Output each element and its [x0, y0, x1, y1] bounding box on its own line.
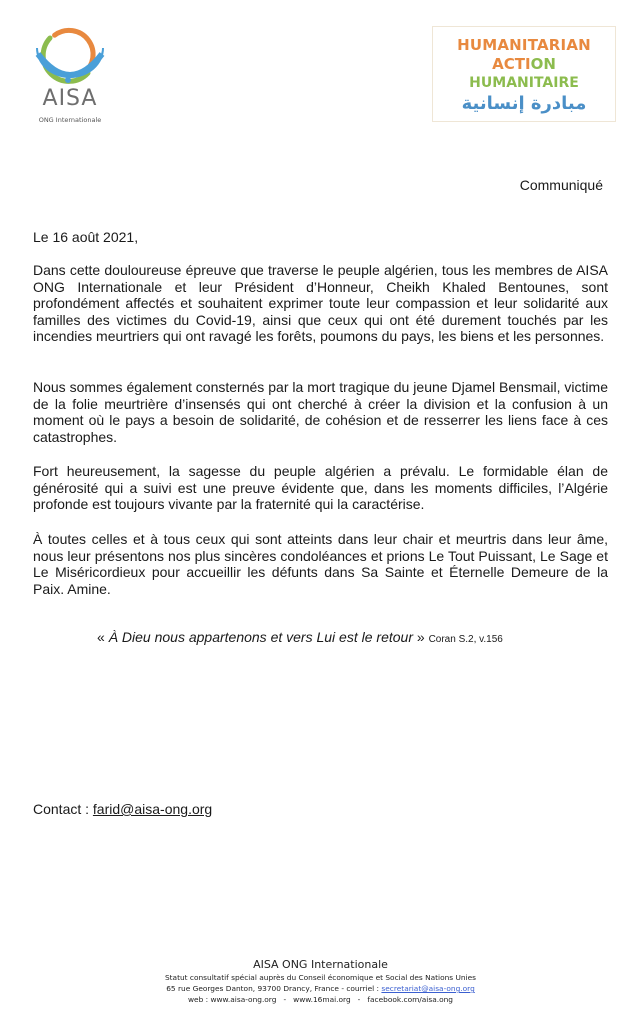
- aisa-rings-icon: [30, 18, 110, 86]
- aisa-logo: [30, 18, 110, 130]
- footer-status: Statut consultatif spécial auprès du Conseil économique et Social des Nations Unies: [164, 973, 477, 982]
- document-date: Le 16 août 2021,: [33, 229, 139, 245]
- contact-label: Contact :: [33, 801, 93, 817]
- contact-line: [33, 801, 212, 817]
- quote-text: À Dieu nous appartenons et vers Lui est le retour: [108, 629, 413, 645]
- paragraph-condolences: Dans cette douloureuse épreuve que traverse le peuple algérien, tous les membres de AISA ONG Internationale et leur Président d’Honneur, Cheikh Khaled Bentounes, sont profondément affectés et souhaitent exprimer toute leur compassion et leur solidarité aux familles des victimes du Covid-19, ainsi que ceux qui ont été durement touchés par les incendies meurtriers qui ont ravagé les forêts, poumons du pays, les biens et les personnes.: [33, 262, 608, 345]
- paragraph-generosity: Fort heureusement, la sagesse du peuple algérien a prévalu. Le formidable élan de générosité qui a suivi est une preuve évidente que, dans les moments difficiles, l’Algérie profonde est toujours vivante par la fraternité qui la caractérise.: [33, 463, 608, 513]
- quote-open-mark: «: [97, 629, 109, 645]
- footer-org-name: AISA ONG Internationale: [253, 958, 388, 971]
- document-type-label: Communiqué: [519, 177, 603, 193]
- logo-subtitle: ONG Internationale: [38, 116, 102, 124]
- quran-quote: [97, 629, 503, 645]
- badge-line-humanitarian: HUMANITARIAN: [457, 36, 591, 54]
- contact-email-link[interactable]: farid@aisa-ong.org: [92, 801, 213, 817]
- paragraph-djamel-bensmail: Nous sommes également consternés par la mort tragique du jeune Djamel Bensmail, victime de la folie meurtrière d’insensés qui ont cherché à créer la division et la confusion à un moment où le pays a besoin de solidarité, de cohésion et de resserrer les liens face à ces catastrophes.: [33, 379, 608, 445]
- paragraph-prayer: À toutes celles et à tous ceux qui sont atteints dans leur chair et meurtris dans leur âme, nous leur présentons nos plus sincères condoléances et prions Le Tout Puissant, Le Sage et Le Miséricordieux pour accueillir les défunts dans Sa Sainte et Éternelle Demeure de la Paix. Amine.: [33, 531, 608, 597]
- badge-action-orange: ACTI: [492, 55, 531, 73]
- footer-address: [0, 983, 641, 994]
- badge-action-green: ON: [530, 55, 556, 73]
- humanitarian-action-badge: [432, 26, 616, 122]
- footer-email-link[interactable]: secretariat@aisa-ong.org: [381, 984, 475, 993]
- quote-close-mark: »: [412, 629, 429, 645]
- footer: [0, 958, 641, 1005]
- logo-name: AISA: [42, 86, 98, 111]
- footer-web-links: web : www.aisa-ong.org - www.16mai.org - facebook.com/aisa.ong: [188, 995, 453, 1004]
- footer-address-text: 65 rue Georges Danton, 93700 Drancy, France - courriel :: [166, 984, 382, 993]
- badge-line-arabic: مبادرة إنسانية: [461, 93, 587, 114]
- badge-line-humanitaire: HUMANITAIRE: [469, 75, 579, 91]
- badge-line-action: [433, 55, 615, 73]
- quote-reference: Coran S.2, v.156: [428, 634, 503, 645]
